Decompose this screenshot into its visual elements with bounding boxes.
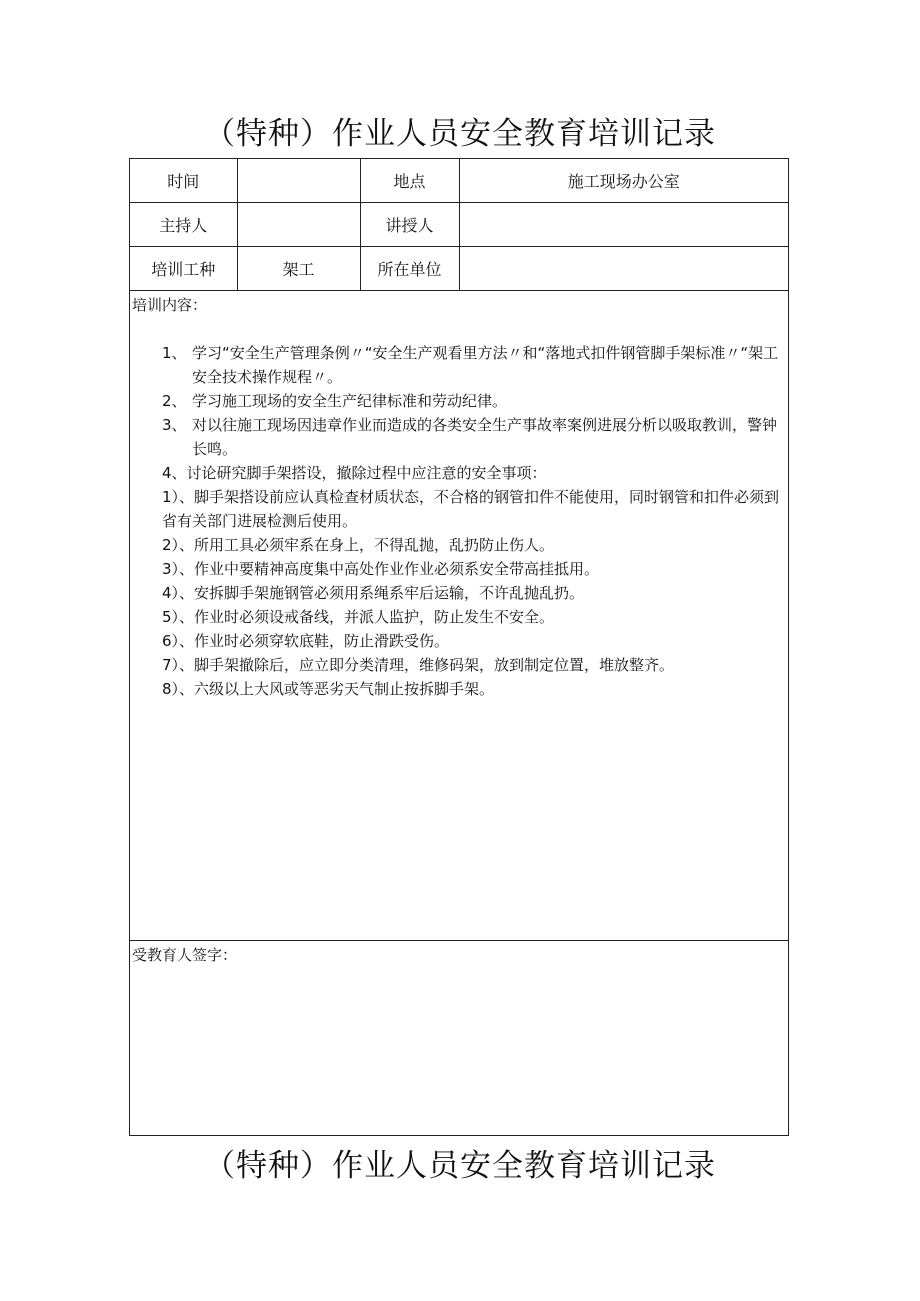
list-item: [162, 413, 788, 461]
info-table: [130, 159, 788, 291]
time-value[interactable]: [237, 159, 360, 203]
table-row: [130, 203, 788, 247]
location-value[interactable]: 施工现场办公室: [459, 159, 788, 203]
sub-list-item: 6）、作业时必须穿软底鞋，防止滑跌受伤。: [162, 632, 450, 650]
job-type-label: 培训工种: [130, 247, 237, 291]
list-item-text: 学习施工现场的安全生产纪律标准和劳动纪律。: [192, 392, 508, 410]
list-item-text: 对以往施工现场因违章作业而造成的各类安全生产事故率案例进展分析以吸取教训，警钟长鸣。: [192, 416, 778, 458]
sub-list-item: 8）、六级以上大风或等恶劣天气制止按拆脚手架。: [162, 680, 495, 698]
page-title: （特种）作业人员安全教育培训记录: [204, 116, 716, 152]
list-item-text: 学习“安全生产管理条例〃“安全生产观看里方法〃和“落地式扣件钢管脚手架标准〃“架工安全技术操作规程〃。: [192, 344, 779, 386]
table-row: [130, 247, 788, 291]
table-row: [130, 159, 788, 203]
sub-list-item: 5）、作业时必须设戒备线，并派人监护，防止发生不安全。: [162, 608, 555, 626]
list-item-number: 1、: [162, 344, 187, 362]
location-label: 地点: [360, 159, 459, 203]
sub-list-item: 2）、所用工具必须牢系在身上，不得乱抛，乱扔防止伤人。: [162, 536, 555, 554]
lecturer-label: 讲授人: [360, 203, 459, 247]
sub-list-item: 3）、作业中要精神高度集中高处作业作业必须系安全带高挂抵用。: [162, 560, 600, 578]
list-item-number: 2、: [162, 392, 187, 410]
page-title-repeat: （特种）作业人员安全教育培训记录: [204, 1148, 716, 1184]
sub-list-item: 1）、脚手架搭设前应认真检查材质状态，不合格的钢管扣件不能使用，同时钢管和扣件必须到省有关部门进展检测后使用。: [162, 488, 780, 530]
unit-label: 所在单位: [360, 247, 459, 291]
time-label: 时间: [130, 159, 237, 203]
unit-value[interactable]: [459, 247, 788, 291]
list-item-number: 3、: [162, 416, 187, 434]
job-type-value[interactable]: 架工: [237, 247, 360, 291]
training-content-label: 培训内容：: [132, 296, 208, 314]
host-value[interactable]: [237, 203, 360, 247]
list-item: [162, 341, 788, 389]
training-content-list: [162, 341, 788, 701]
training-record-form: [129, 158, 789, 1136]
signature-label: 受教育人签字：: [132, 946, 238, 964]
host-label: 主持人: [130, 203, 237, 247]
sub-list-item: 7）、脚手架撤除后，应立即分类清理，维修码架，放到制定位置，堆放整齐。: [162, 656, 675, 674]
training-content-section: [130, 291, 788, 941]
sub-list-item: 4）、安拆脚手架施钢管必须用系绳系牢后运输，不许乱抛乱扔。: [162, 584, 585, 602]
list-item: 4、讨论研究脚手架搭设，撤除过程中应注意的安全事项：: [162, 464, 547, 482]
list-item: [162, 389, 788, 413]
signature-section[interactable]: [130, 941, 788, 1135]
lecturer-value[interactable]: [459, 203, 788, 247]
